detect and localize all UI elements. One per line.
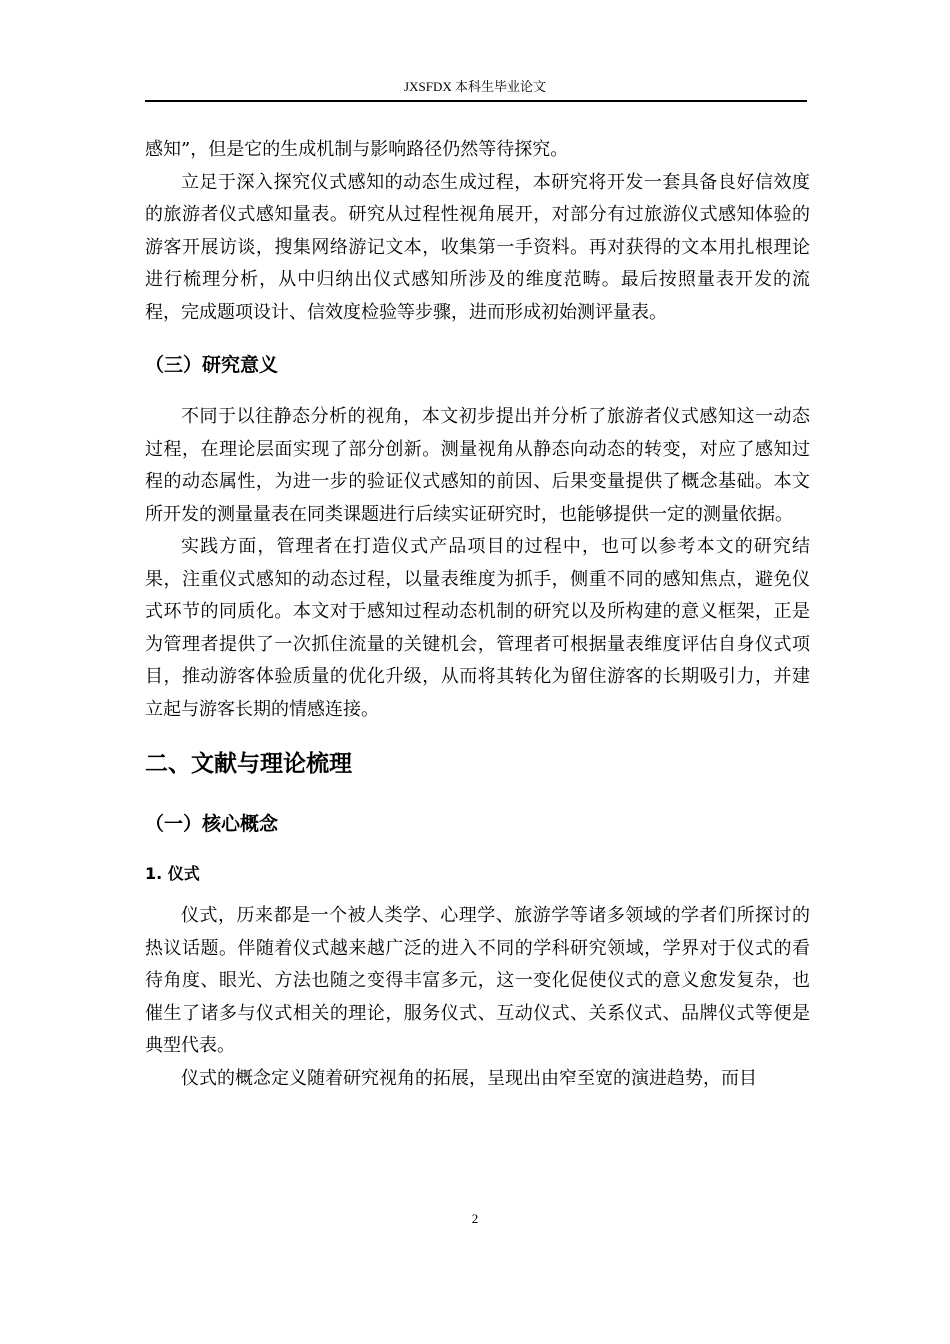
page-number: 2 xyxy=(471,1211,479,1226)
paragraph-practice: 实践方面，管理者在打造仪式产品项目的过程中，也可以参考本文的研究结果，注重仪式感知的动态过程，以量表维度为抓手，侧重不同的感知焦点，避免仪式环节的同质化。本文对于感知过程动态机制的研究以及所构建的意义框架，正是为管理者提供了一次抓住流量的关键机会，管理者可根据量表维度评估自身仪式项目，推动游客体验质量的优化升级，从而将其转化为留住游客的长期吸引力，并建立起与游客长期的情感连接。 xyxy=(145,536,810,720)
subsection-heading-ritual: 1. 仪式 xyxy=(145,864,200,883)
running-header: JXSFDX 本科生毕业论文 xyxy=(404,79,546,94)
section-heading-core-concepts: （一）核心概念 xyxy=(145,813,279,835)
paragraph-method: 立足于深入探究仪式感知的动态生成过程，本研究将开发一套具备良好信效度的旅游者仪式感知量表。研究从过程性视角展开，对部分有过旅游仪式感知体验的游客开展访谈，搜集网络游记文本，收集第一手资料。再对获得的文本用扎根理论进行梳理分析，从中归纳出仪式感知所涉及的维度范畴。最后按照量表开发的流程，完成题项设计、信效度检验等步骤，进而形成初始测评量表。 xyxy=(145,171,810,323)
paragraph-theory: 不同于以往静态分析的视角，本文初步提出并分析了旅游者仪式感知这一动态过程，在理论层面实现了部分创新。测量视角从静态向动态的转变，对应了感知过程的动态属性，为进一步的验证仪式感知的前因、后果变量提供了概念基础。本文所开发的测量量表在同类课题进行后续实证研究时，也能够提供一定的测量依据。 xyxy=(145,406,810,525)
section-heading-significance: （三）研究意义 xyxy=(145,354,279,376)
chapter-heading-literature: 二、文献与理论梳理 xyxy=(145,751,352,777)
paragraph-ritual-2: 仪式的概念定义随着研究视角的拓展，呈现出由窄至宽的演进趋势，而目 xyxy=(181,1067,757,1089)
paragraph-ritual-1: 仪式，历来都是一个被人类学、心理学、旅游学等诸多领域的学者们所探讨的热议话题。伴随着仪式越来越广泛的进入不同的学科研究领域，学界对于仪式的看待角度、眼光、方法也随之变得丰富多元，这一变化促使仪式的意义愈发复杂，也催生了诸多与仪式相关的理论，服务仪式、互动仪式、关系仪式、品牌仪式等便是典型代表。 xyxy=(145,905,810,1056)
paragraph-continued: 感知”，但是它的生成机制与影响路径仍然等待探究。 xyxy=(145,139,569,160)
header-rule xyxy=(145,100,807,102)
page-body xyxy=(145,134,810,1095)
